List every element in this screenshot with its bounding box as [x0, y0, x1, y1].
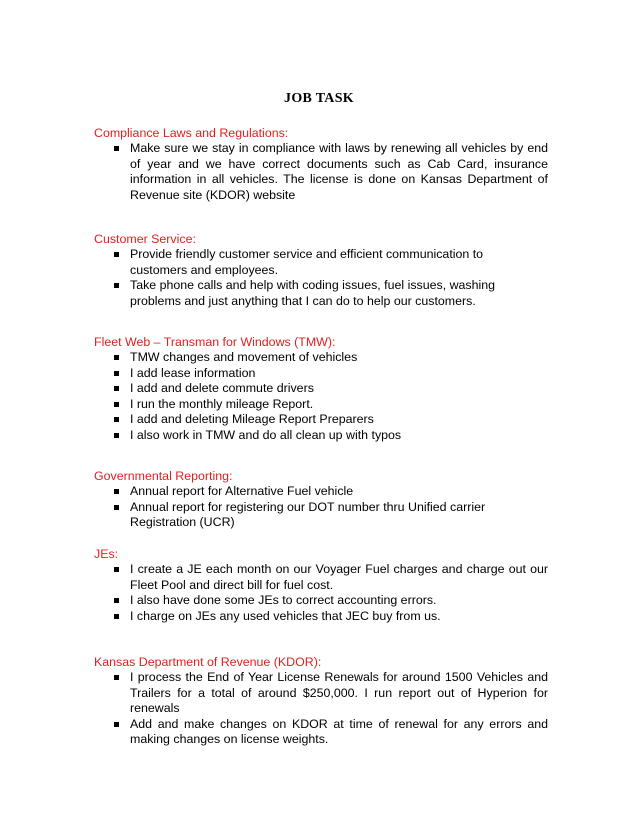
bullet-list [94, 141, 548, 203]
square-bullet-icon [114, 505, 119, 510]
section-heading: Kansas Department of Revenue (KDOR): [94, 655, 322, 669]
section-jes [94, 546, 548, 624]
square-bullet-icon [114, 252, 119, 257]
square-bullet-icon [114, 567, 119, 572]
list-item [94, 562, 548, 593]
list-item-text: I process the End of Year License Renewals for around 1500 Vehicles and Trailers for a total of around $250,000. I run report out of Hyperion for renewals [130, 670, 548, 715]
section-heading: Compliance Laws and Regulations: [94, 126, 289, 140]
list-item [94, 350, 548, 366]
list-item [94, 670, 548, 717]
square-bullet-icon [114, 433, 119, 438]
list-item [94, 609, 548, 625]
list-item-text: Add and make changes on KDOR at time of renewal for any errors and making changes on license weights. [130, 716, 548, 746]
bullet-list [94, 247, 548, 309]
list-item [94, 141, 548, 203]
square-bullet-icon [114, 598, 119, 603]
list-item [94, 366, 548, 382]
list-item-text: I charge on JEs any used vehicles that JEC buy from us. [130, 608, 441, 623]
section-heading: JEs: [94, 547, 119, 561]
page-title: JOB TASK [284, 91, 354, 106]
square-bullet-icon [114, 283, 119, 288]
list-item-text: I add and delete commute drivers [130, 381, 314, 395]
list-item-text: Make sure we stay in compliance with laws by renewing all vehicles by end of year and we have correct documents such as Cab Card, insurance information in all vehicles. The license is done on Kansas Department of Revenue site (KDOR) website [130, 141, 548, 202]
square-bullet-icon [114, 386, 119, 391]
bullet-list [94, 484, 548, 531]
list-item-text: I add and deleting Mileage Report Preparers [130, 412, 374, 426]
square-bullet-icon [114, 146, 119, 151]
square-bullet-icon [114, 417, 119, 422]
list-item-text: I run the monthly mileage Report. [130, 396, 314, 411]
list-item [94, 484, 548, 500]
square-bullet-icon [114, 371, 119, 376]
list-item [94, 278, 548, 309]
list-item-text: TMW changes and movement of vehicles [130, 350, 358, 364]
list-item [94, 717, 548, 748]
section-heading: Fleet Web – Transman for Windows (TMW): [94, 335, 336, 349]
list-item [94, 412, 548, 428]
list-item [94, 500, 548, 531]
square-bullet-icon [114, 722, 119, 727]
square-bullet-icon [114, 675, 119, 680]
list-item-text: I add lease information [130, 365, 256, 380]
section-heading: Customer Service: [94, 232, 196, 246]
list-item-text: I also have done some JEs to correct accounting errors. [130, 593, 437, 607]
list-item [94, 593, 548, 609]
square-bullet-icon [114, 402, 119, 407]
square-bullet-icon [114, 614, 119, 619]
section-kdor [94, 654, 548, 748]
section-governmental-reporting [94, 468, 548, 531]
bullet-list [94, 562, 548, 624]
section-fleet-web [94, 334, 548, 443]
section-customer-service [94, 231, 548, 309]
square-bullet-icon [114, 355, 119, 360]
list-item [94, 428, 548, 444]
bullet-list [94, 670, 548, 748]
list-item [94, 247, 548, 278]
list-item [94, 397, 548, 413]
list-item-text: I also work in TMW and do all clean up with typos [130, 427, 402, 442]
section-heading: Governmental Reporting: [94, 469, 233, 483]
square-bullet-icon [114, 489, 119, 494]
list-item-text: I create a JE each month on our Voyager Fuel charges and charge out our Fleet Pool and direct bill for fuel cost. [130, 562, 548, 592]
bullet-list [94, 350, 548, 443]
list-item-text: Annual report for registering our DOT number thru Unified carrier Registration (UCR) [130, 499, 486, 529]
section-compliance [94, 125, 548, 203]
list-item-text: Annual report for Alternative Fuel vehicle [130, 484, 354, 498]
list-item-text: Provide friendly customer service and efficient communication to customers and employees. [130, 247, 484, 277]
list-item-text: Take phone calls and help with coding issues, fuel issues, washing problems and just anything that I can do to help our customers. [130, 278, 496, 308]
list-item [94, 381, 548, 397]
